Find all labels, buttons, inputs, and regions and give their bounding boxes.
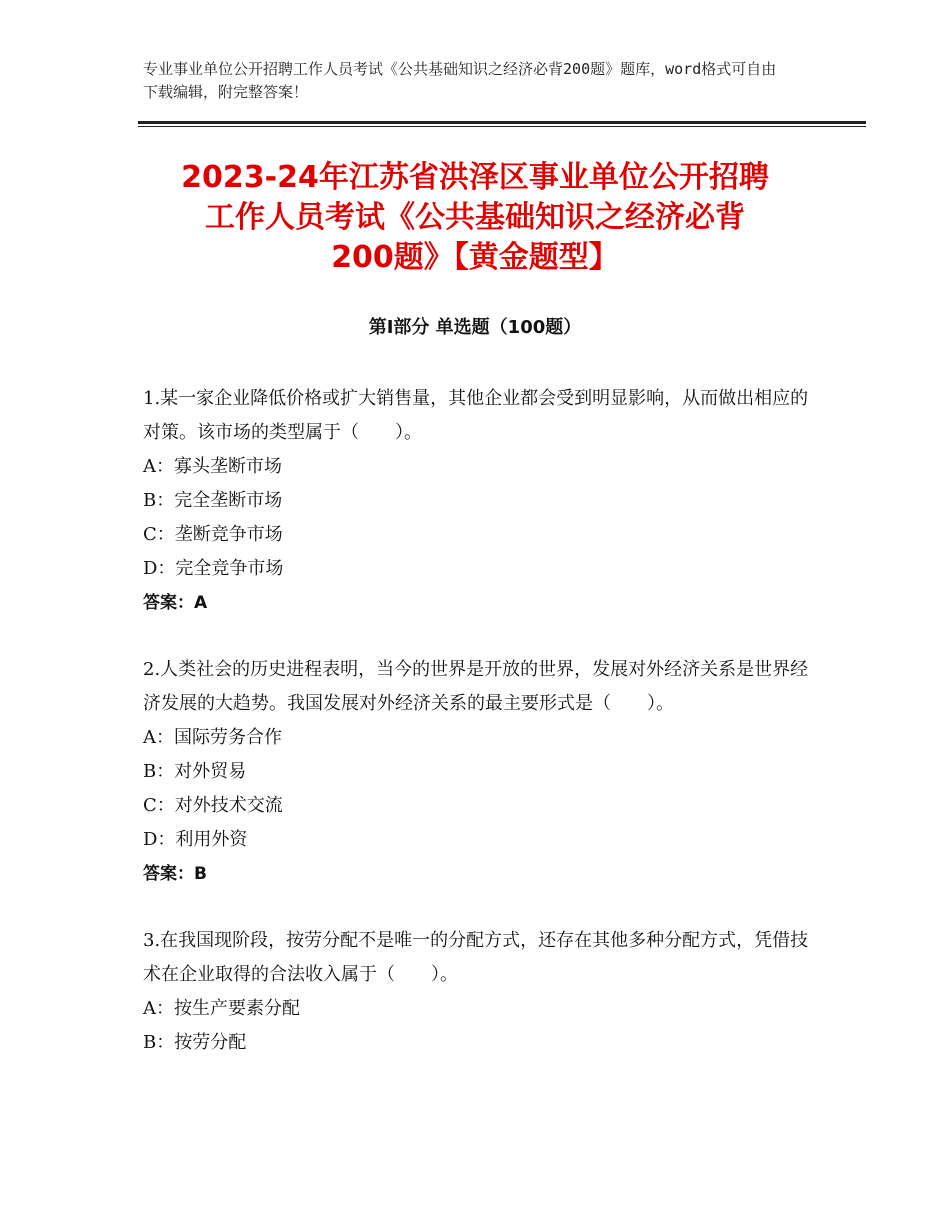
document-title (100, 158, 850, 278)
question-list (143, 382, 813, 1093)
question-stem: 2.人类社会的历史进程表明，当今的世界是开放的世界，发展对外经济关系是世界经济发展的大趋势。我国发展对外经济关系的最主要形式是（ ）。 (143, 659, 809, 714)
question-2 (143, 653, 813, 891)
title-line-3: 200题》【黄金题型】 (331, 240, 619, 275)
question-stem: 3.在我国现阶段，按劳分配不是唯一的分配方式，还存在其他多种分配方式，凭借技术在企业取得的合法收入属于（ ）。 (143, 930, 809, 985)
title-line-2: 工作人员考试《公共基础知识之经济必背 (205, 200, 745, 235)
question-1 (143, 382, 813, 620)
option-a: A：寡头垄断市场 (143, 456, 282, 477)
option-a: A：按生产要素分配 (143, 998, 300, 1019)
title-line-1: 2023-24年江苏省洪泽区事业单位公开招聘 (181, 160, 769, 195)
answer-label: 答案：A (143, 593, 208, 613)
section-title: 第Ⅰ部分 单选题（100题） (368, 317, 582, 338)
question-3 (143, 924, 813, 1060)
question-stem: 1.某一家企业降低价格或扩大销售量，其他企业都会受到明显影响，从而做出相应的对策。该市场的类型属于（ ）。 (143, 388, 809, 443)
option-b: B：按劳分配 (143, 1032, 247, 1053)
option-d: D：完全竞争市场 (143, 558, 284, 579)
option-b: B：对外贸易 (143, 761, 247, 782)
option-c: C：垄断竞争市场 (143, 524, 283, 545)
header-rule-thick (138, 121, 866, 124)
header-rule-thin (138, 126, 866, 127)
option-d: D：利用外资 (143, 829, 248, 850)
answer-label: 答案：B (143, 864, 207, 884)
option-b: B：完全垄断市场 (143, 490, 283, 511)
option-a: A：国际劳务合作 (143, 727, 282, 748)
header-note: 专业事业单位公开招聘工作人员考试《公共基础知识之经济必背200题》题库，word格式可自由下载编辑，附完整答案！ (143, 60, 777, 101)
option-c: C：对外技术交流 (143, 795, 283, 816)
